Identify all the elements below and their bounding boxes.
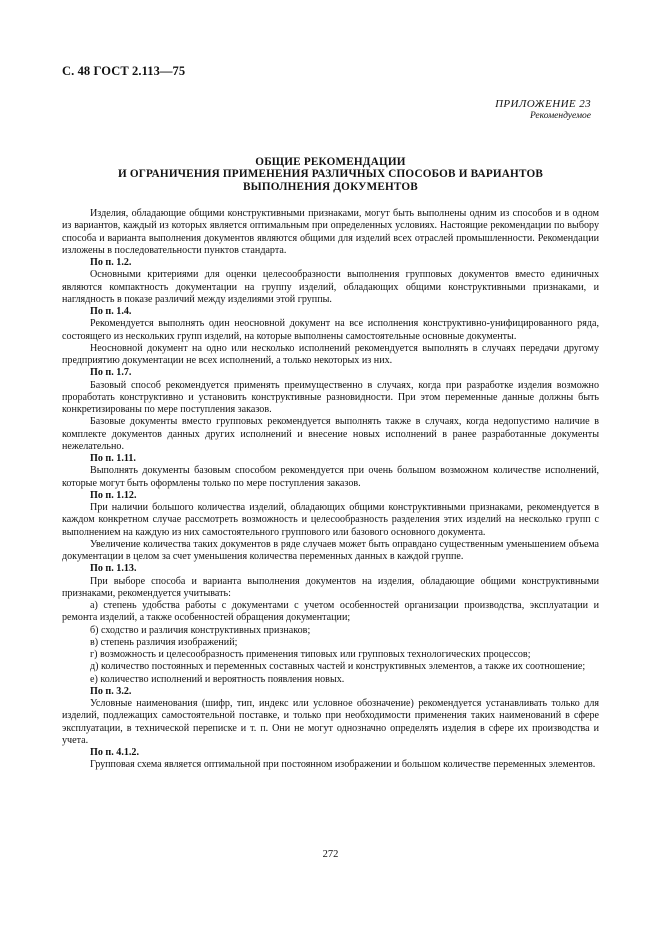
- section-heading: По п. 4.1.2.: [90, 747, 139, 758]
- body-paragraph: Базовые документы вместо групповых рекомендуется выполнять также в случаях, когда недопустимо наличие в комплекте документов данных других исполнений и внесение новых исполнений в ранее разработанные документы нежелательно.: [62, 416, 599, 452]
- body-paragraph: а) степень удобства работы с документами с учетом особенностей организации производства, эксплуатации и ремонта изделий, а также особенностей обращения документации;: [62, 600, 599, 624]
- body-paragraph: б) сходство и различия конструктивных признаков;: [90, 624, 311, 636]
- section-heading: По п. 1.13.: [90, 563, 137, 575]
- body-paragraph: Основными критериями для оценки целесообразности выполнения групповых документов вместо единичных являются компактность документации на группу изделий, обладающих общими конструктивными признаками, и наглядность в показе различий между изделиями этой группы.: [62, 269, 599, 305]
- body-paragraph: При наличии большого количества изделий, обладающих общими конструктивными признаками, рекомендуется в каждом конкретном случае рассмотреть возможность и целесообразность разделения этих изделий на несколько групп с выполнением на каждую из них самостоятельного группового или базового основного документа.: [62, 502, 599, 538]
- appendix-number: ПРИЛОЖЕНИЕ 23: [495, 98, 591, 110]
- title-line-1: ОБЩИЕ РЕКОМЕНДАЦИИ: [255, 156, 406, 168]
- body-paragraph: При выборе способа и варианта выполнения документов на изделия, обладающие общими конструктивными признаками, рекомендуется учитывать:: [62, 575, 599, 599]
- section-heading: По п. 1.11.: [90, 453, 136, 464]
- section-heading: По п. 1.4.: [90, 306, 132, 317]
- appendix-label: [495, 98, 591, 121]
- body-paragraph: д) количество постоянных и переменных составных частей и конструктивных элементов, а также их соотношение;: [90, 661, 586, 673]
- body-paragraph: в) степень различия изображений;: [90, 636, 238, 648]
- body-paragraph: е) количество исполнений и вероятность появления новых.: [90, 673, 345, 685]
- body-paragraph: Условные наименования (шифр, тип, индекс или условное обозначение) рекомендуется устанавливать только для изделий, подлежащих самостоятельной поставке, и только при необходимости применения таких наименований в сфере эксплуатации, в технической переписке и т. п. Они не могут однозначно определять изделия в сфере их производства и учета.: [62, 698, 599, 746]
- body-paragraph: г) возможность и целесообразность применения типовых или групповых технологических процессов;: [90, 649, 531, 660]
- body-paragraph: Рекомендуется выполнять один неосновной документ на все исполнения конструктивно-унифицированного ряда, состоящего из нескольких групп изделий, на которые выполнены самостоятельные основные документы.: [62, 318, 599, 342]
- body-paragraph: Изделия, обладающие общими конструктивными признаками, могут быть выполнены одним из способов и в одном из вариантов, каждый из которых является оптимальным при определенных условиях. Настоящие рекомендации по выбору способа и варианта выполнения документов являются общими для изделий всех отраслей промышленности. Рекомендации изложены в последовательности пунктов стандарта.: [62, 208, 599, 256]
- body-paragraph: Неосновной документ на одно или несколько исполнений рекомендуется выполнять в случаях передачи другому предприятию документации не всех исполнений, а только некоторых из них.: [62, 342, 599, 366]
- page-header: С. 48 ГОСТ 2.113—75: [62, 64, 186, 78]
- document-body: [62, 208, 599, 772]
- document-title: [62, 156, 599, 193]
- title-line-3: ВЫПОЛНЕНИЯ ДОКУМЕНТОВ: [243, 180, 418, 193]
- body-paragraph: Групповая схема является оптимальной при постоянном изображении и большом количестве переменных элементов.: [90, 759, 596, 771]
- section-heading: По п. 3.2.: [90, 685, 132, 697]
- body-paragraph: Увеличение количества таких документов в ряде случаев может быть оправдано существенным уменьшением объема документации в целом за счет уменьшения количества переменных данных в каждой группе.: [62, 538, 599, 562]
- appendix-status: Рекомендуемое: [529, 111, 591, 121]
- section-heading: По п. 1.2.: [90, 257, 132, 268]
- section-heading: По п. 1.7.: [90, 367, 132, 379]
- body-paragraph: Базовый способ рекомендуется применять преимущественно в случаях, когда при разработке изделия возможно проработать конструктивно и установить конструктивные разновидности. При этом переменные данные должны быть конкретизированы по мере поступления заказов.: [62, 379, 599, 415]
- body-paragraph: Выполнять документы базовым способом рекомендуется при очень большом возможном количестве исполнений, которые могут быть оформлены только по мере поступления заказов.: [62, 465, 599, 489]
- title-line-2: И ОГРАНИЧЕНИЯ ПРИМЕНЕНИЯ РАЗЛИЧНЫХ СПОСОБОВ И ВАРИАНТОВ: [117, 168, 544, 181]
- page-number: 272: [322, 849, 339, 860]
- section-heading: По п. 1.12.: [90, 489, 137, 501]
